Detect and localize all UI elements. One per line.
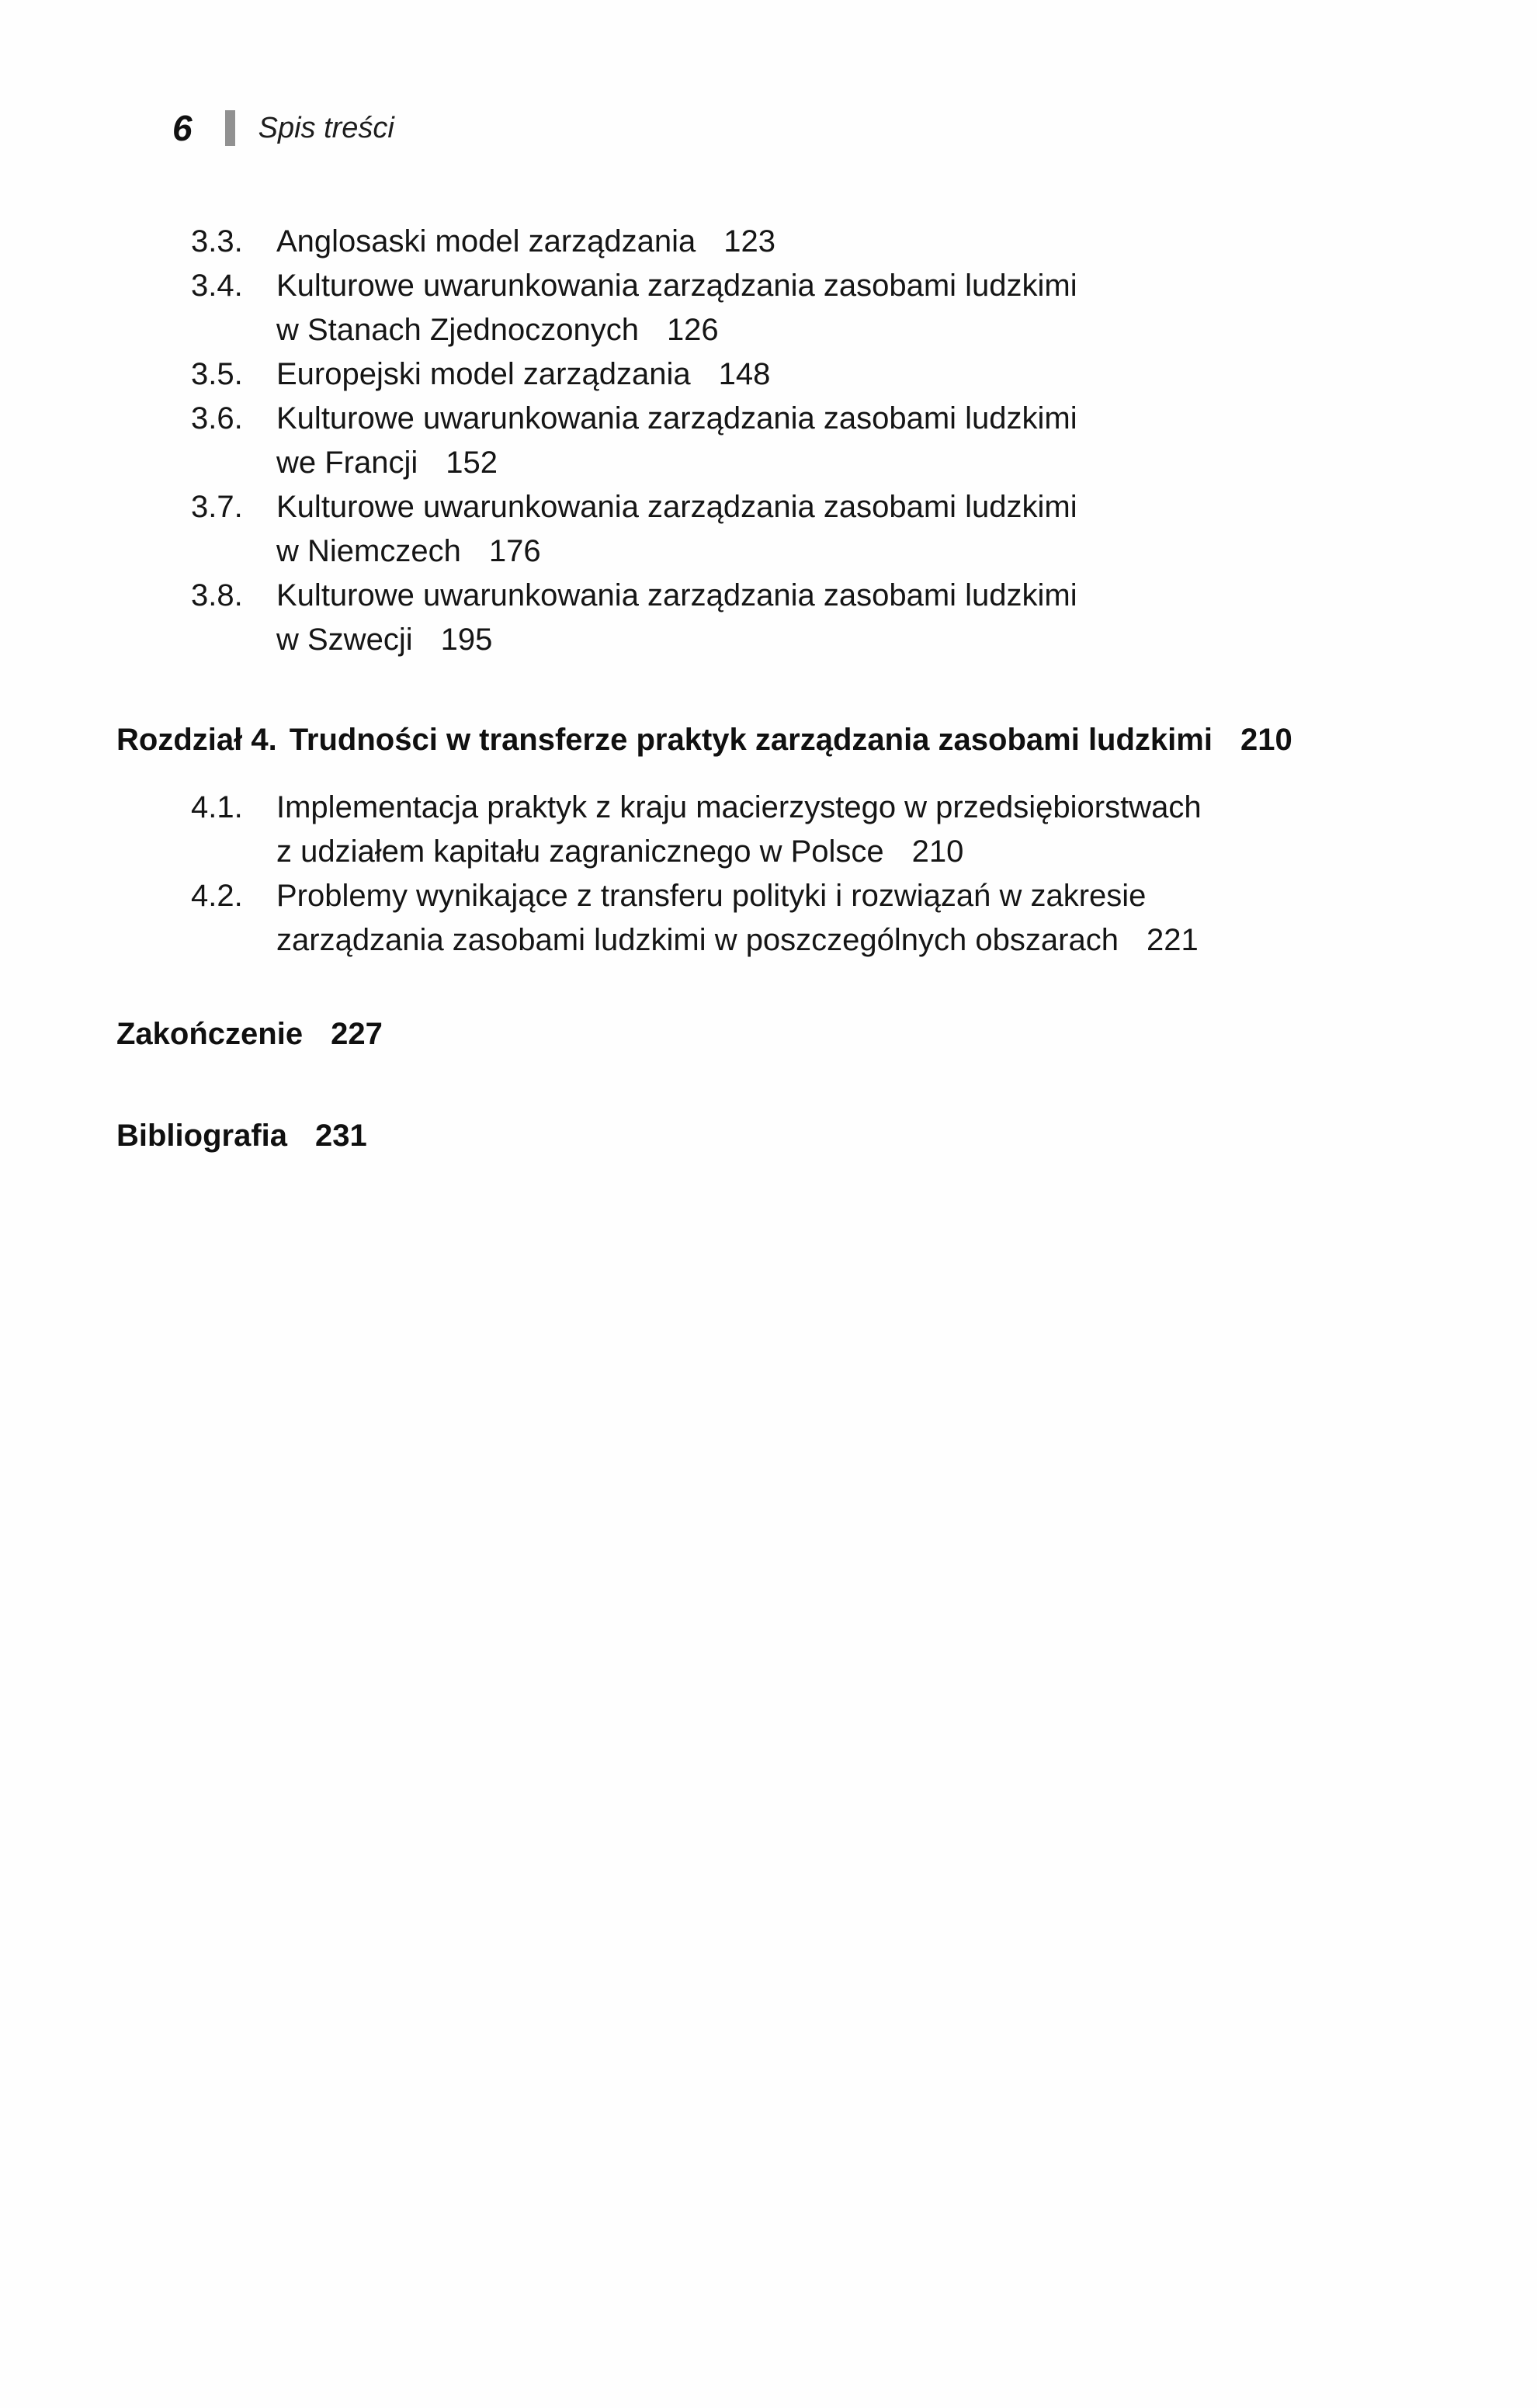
backmatter-page: 231	[315, 1119, 367, 1153]
entry-line: Kulturowe uwarunkowania zarządzania zasobami ludzkimi	[276, 490, 1077, 524]
toc-entries-chapter3	[191, 220, 1467, 662]
entry-number: 4.1.	[191, 790, 243, 824]
backmatter-page: 227	[331, 1017, 383, 1051]
entry-text	[276, 485, 1467, 574]
entry-line: Problemy wynikające z transferu polityki i rozwiązań w zakresie	[276, 879, 1147, 913]
entry-number: 3.4.	[191, 269, 243, 303]
entry-line: zarządzania zasobami ludzkimi w poszczególnych obszarach	[276, 923, 1119, 957]
entry-page: 176	[488, 534, 541, 568]
entry-text	[276, 574, 1467, 662]
toc-entries-chapter4	[191, 786, 1467, 963]
entry-page: 152	[446, 446, 498, 480]
entry-page: 123	[723, 224, 776, 258]
toc-entry	[191, 485, 1467, 574]
backmatter-title: Zakończenie	[116, 1017, 304, 1051]
toc-entry	[191, 786, 1467, 874]
entry-number: 3.8.	[191, 578, 243, 612]
entry-line: z udziałem kapitału zagranicznego w Polsce	[276, 834, 884, 869]
entry-page: 126	[666, 313, 719, 347]
entry-line: w Stanach Zjednoczonych	[276, 313, 639, 347]
entry-line: Europejski model zarządzania	[276, 357, 691, 391]
entry-page: 221	[1146, 923, 1199, 957]
toc-entry	[191, 397, 1467, 485]
entry-line: we Francji	[276, 446, 418, 480]
backmatter-title: Bibliografia	[116, 1119, 288, 1153]
entry-text	[276, 352, 1467, 397]
entry-page: 195	[440, 623, 493, 657]
backmatter-item	[116, 1114, 1467, 1158]
entry-text	[276, 786, 1467, 874]
toc-entry	[191, 352, 1467, 397]
entry-line: Kulturowe uwarunkowania zarządzania zasobami ludzkimi	[276, 401, 1077, 435]
page-number: 6	[172, 108, 193, 148]
entry-text	[276, 874, 1467, 963]
chapter-heading	[116, 718, 1467, 762]
entry-line: Kulturowe uwarunkowania zarządzania zasobami ludzkimi	[276, 269, 1077, 303]
entry-number: 3.6.	[191, 401, 243, 435]
header-title: Spis treści	[258, 111, 394, 144]
entry-text	[276, 220, 1467, 264]
entry-page: 148	[718, 357, 771, 391]
toc-entry	[191, 264, 1467, 352]
table-of-contents	[116, 220, 1467, 1158]
entry-line: w Niemczech	[276, 534, 461, 568]
header-divider-bar	[225, 110, 235, 146]
entry-number: 3.3.	[191, 224, 243, 258]
entry-page: 210	[911, 834, 964, 869]
entry-line: Implementacja praktyk z kraju macierzystego w przedsiębiorstwach	[276, 790, 1202, 824]
entry-text	[276, 397, 1467, 485]
entry-text	[276, 264, 1467, 352]
chapter-page: 210	[1240, 723, 1292, 757]
toc-entry	[191, 874, 1467, 963]
entry-line: Anglosaski model zarządzania	[276, 224, 696, 258]
page-header	[172, 107, 394, 149]
toc-entry	[191, 574, 1467, 662]
toc-entry	[191, 220, 1467, 264]
entry-number: 4.2.	[191, 879, 243, 913]
backmatter-item	[116, 1012, 1467, 1057]
entry-number: 3.7.	[191, 490, 243, 524]
chapter-label: Rozdział 4.	[116, 723, 277, 757]
chapter-title: Trudności w transferze praktyk zarządzania zasobami ludzkimi	[289, 723, 1213, 757]
entry-line: Kulturowe uwarunkowania zarządzania zasobami ludzkimi	[276, 578, 1077, 612]
entry-line: w Szwecji	[276, 623, 413, 657]
entry-number: 3.5.	[191, 357, 243, 391]
